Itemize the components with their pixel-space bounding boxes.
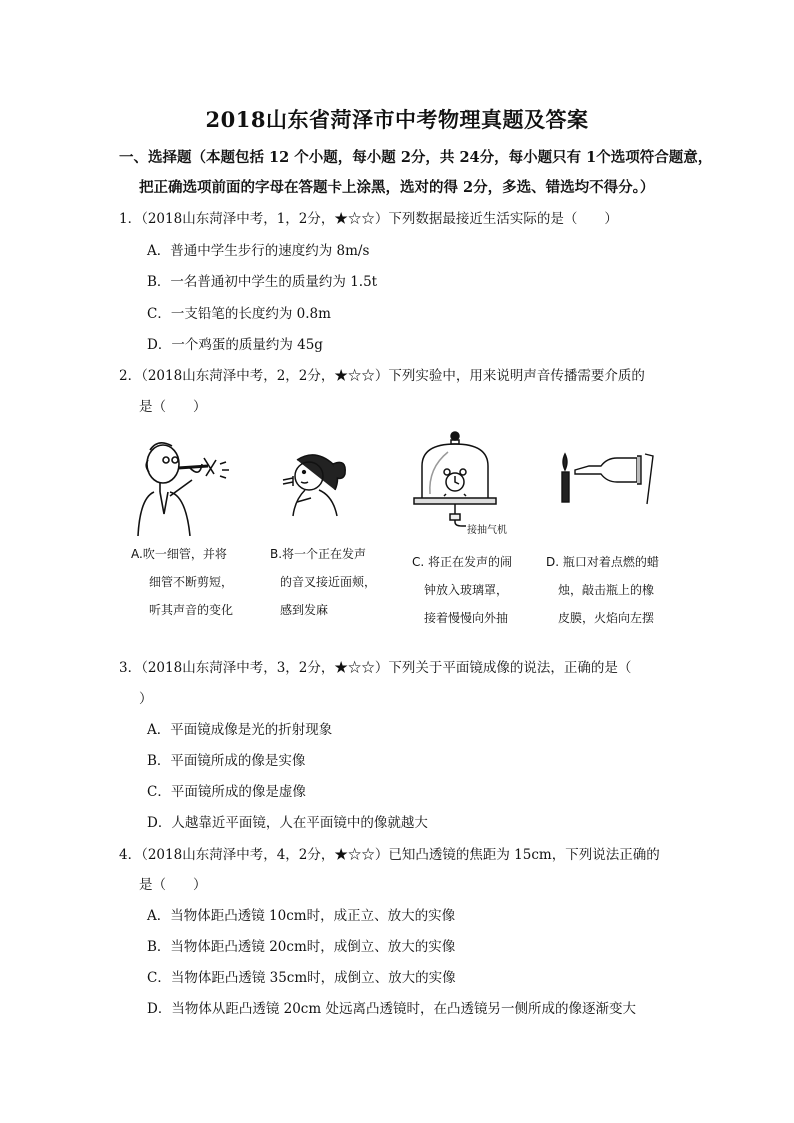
section-header-line-2: 把正确选项前面的字母在答题卡上涂黑，选对的得 2分，多选、错选均不得分。） [139,179,655,196]
question-1-option-b: B．一名普通初中学生的质量约为 1.5t [147,274,378,290]
caption-line: 感到发麻 [280,603,329,617]
question-3-stem-continued: ） [139,691,153,707]
question-2-stem: 2．（2018山东菏泽中考，2，2分，★☆☆）下列实验中，用来说明声音传播需要介质的 [119,368,645,384]
figure-a-blowing-tube [130,436,240,536]
question-3-option-d: D．人越靠近平面镜，人在平面镜中的像就越大 [147,815,428,831]
section-header-line-1: 一、选择题（本题包括 12 个小题，每小题 2分，共 24分，每小题只有 1个选项符合题意， [119,149,713,166]
caption-line: 烛，敲击瓶上的橡 [558,583,655,597]
figure-c-bell-jar [408,428,518,536]
figure-a-caption [131,540,233,624]
question-4-stem: 4．（2018山东菏泽中考，4，2分，★☆☆）已知凸透镜的焦距为 15cm，下列说法正确的 [119,847,660,863]
question-2-stem-continued: 是（ ） [139,399,207,415]
caption-line: 细管不断剪短， [149,575,234,589]
question-3-stem: 3．（2018山东菏泽中考，3，2分，★☆☆）下列关于平面镜成像的说法，正确的是（ [119,660,632,676]
question-1-option-d: D．一个鸡蛋的质量约为 45g [147,337,323,353]
figure-b-caption [270,540,376,624]
page-title: 2018山东省菏泽市中考物理真题及答案 [205,107,589,132]
question-3-option-c: C．平面镜所成的像是虚像 [147,784,306,800]
figure-d-caption [546,548,659,632]
question-4-option-c: C．当物体距凸透镜 35cm时，成倒立、放大的实像 [147,970,456,986]
question-3-option-b: B．平面镜所成的像是实像 [147,753,306,769]
caption-line: B.将一个正在发声 [270,547,367,561]
question-4-stem-continued: 是（ ） [139,877,207,893]
question-1-option-a: A．普通中学生步行的速度约为 8m/s [147,243,370,259]
caption-line: C. 将正在发声的闹 [412,555,513,569]
question-3-option-a: A．平面镜成像是光的折射现象 [147,722,333,738]
caption-line: 接着慢慢向外抽 [424,611,509,625]
question-4-option-b: B．当物体距凸透镜 20cm时，成倒立、放大的实像 [147,939,456,955]
question-4-option-a: A．当物体距凸透镜 10cm时，成正立、放大的实像 [147,908,456,924]
figure-c-caption [412,548,512,632]
question-4-option-d: D．当物体从距凸透镜 20cm 处远离凸透镜时，在凸透镜另一侧所成的像逐渐变大 [147,1001,636,1017]
question-1-option-c: C．一支铅笔的长度约为 0.8m [147,306,331,322]
question-1-stem: 1．（2018山东菏泽中考，1，2分，★☆☆）下列数据最接近生活实际的是（ ） [119,211,618,227]
figure-b-tuning-fork-face [275,450,355,520]
caption-line: 的音叉接近面颊， [280,575,377,589]
figure-d-candle-bottle [555,448,670,508]
caption-line: D. 瓶口对着点燃的蜡 [546,555,659,569]
caption-line: 钟放入玻璃罩， [424,583,509,597]
caption-line: A.吹一细管，并将 [131,547,227,561]
caption-line: 皮膜，火焰向左摆 [558,611,655,625]
caption-line: 听其声音的变化 [149,603,234,617]
pump-label: 接抽气机 [467,525,507,536]
